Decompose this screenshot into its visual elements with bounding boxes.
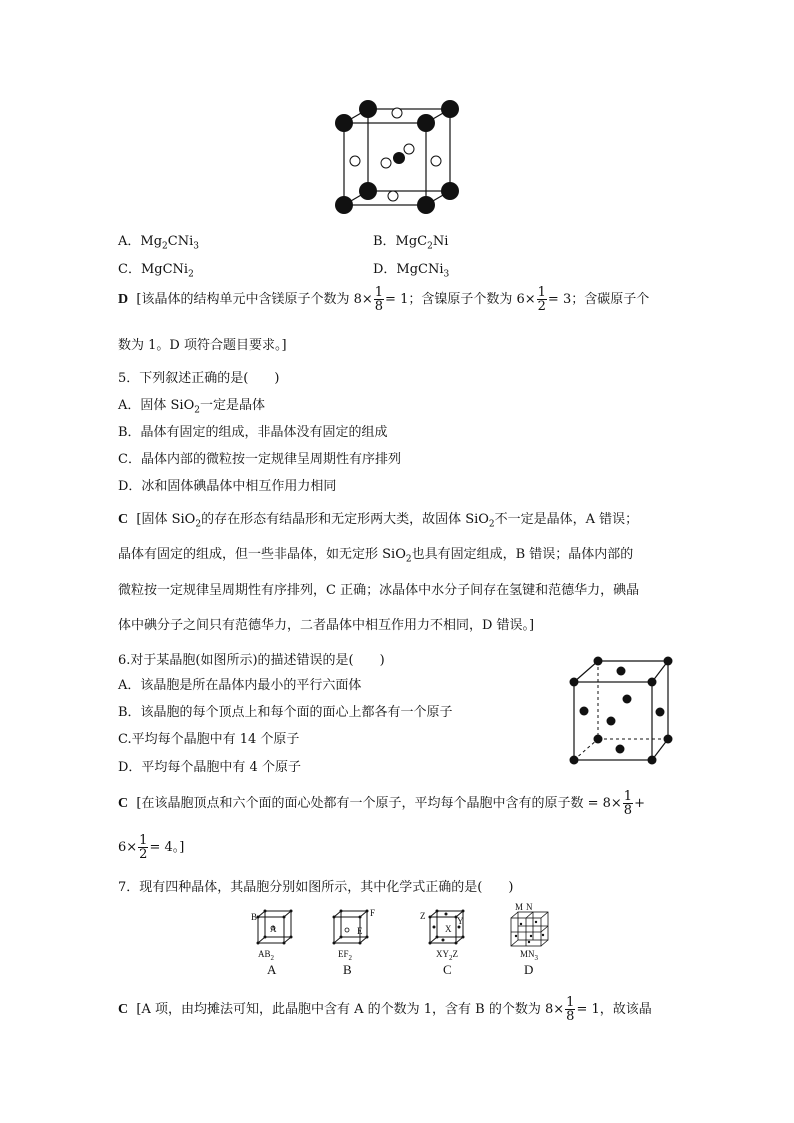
q6-explanation-line2: 6× $\frac{1}{2}$ = 4。] [118, 833, 185, 862]
q7-explanation-line1: C [A 项，由均摊法可知，此晶胞中含有 A 的个数为 1，含有 B 的个数为 8× $\frac{1}{8}$ = 1，故该晶 [118, 995, 652, 1024]
crystal-cell-figure-q6 [565, 655, 675, 765]
q7-figb-label-f: F [370, 908, 376, 918]
q4-explanation-line2: 数为 1。D 项符合题目要求。] [118, 338, 287, 353]
q4-option-d: D．MgCNi$_3$ [373, 262, 450, 280]
q7-stem: 7．现有四种晶体，其晶胞分别如图所示，其中化学式正确的是( ) [118, 880, 514, 895]
q4-explanation-line1: D [该晶体的结构单元中含镁原子个数为 8× $\frac{1}{8}$ = 1；含镍原子个数为 6× $\frac{1}{2}$ = 3；含碳原子个 [118, 285, 650, 314]
q6-option-c: C.平均每个晶胞中有 14 个原子 [118, 732, 300, 747]
q5-option-d: D．冰和固体碘晶体中相互作用力相同 [118, 479, 337, 494]
q7-figc-letter: C [443, 962, 452, 977]
q7-figc-label-y: Y [457, 916, 464, 926]
crystal-cell-figure-q4 [330, 96, 465, 221]
answer-letter: C [118, 1002, 129, 1017]
answer-letter: D [118, 292, 129, 307]
q5-option-a: A．固体 SiO$_2$一定是晶体 [118, 398, 265, 416]
q7-figd-label-n: N [526, 902, 533, 912]
q7-figb-letter: B [343, 962, 352, 977]
q5-option-c: C．晶体内部的微粒按一定规律呈周期性有序排列 [118, 452, 401, 467]
q5-stem: 5．下列叙述正确的是( ) [118, 371, 280, 386]
q7-figc-formula: $XY_2Z$ [436, 949, 458, 962]
answer-letter: C [118, 796, 129, 811]
q4-option-b: B．MgC$_2$Ni [373, 234, 449, 252]
q7-figd-formula: $MN_3$ [520, 949, 539, 962]
q5-explanation-line3: 微粒按一定规律呈周期性有序排列，C 正确；冰晶体中水分子间存在氢键和范德华力，碘晶 [118, 583, 640, 598]
q7-figure-b [326, 906, 376, 948]
q6-option-d: D．平均每个晶胞中有 4 个原子 [118, 760, 301, 775]
q7-figa-formula: $AB_2$ [258, 949, 275, 962]
q7-figb-label-e: E [357, 926, 363, 936]
q7-figa-label-a: A [270, 924, 277, 934]
q6-explanation-line1: C [在该晶胞顶点和六个面的面心处都有一个原子，平均每个晶胞中含有的原子数 = 8× $\frac{1}{8}$ + [118, 789, 645, 818]
answer-letter: C [118, 512, 129, 527]
q5-option-b: B．晶体有固定的组成，非晶体没有固定的组成 [118, 425, 388, 440]
q7-figc-label-z: Z [420, 911, 426, 921]
q6-option-a: A．该晶胞是所在晶体内最小的平行六面体 [118, 678, 362, 693]
q7-figb-formula: $EF_2$ [338, 949, 353, 962]
q7-figd-letter: D [524, 962, 534, 977]
q7-figc-label-x: X [445, 924, 452, 934]
q7-figa-label-b: B [251, 912, 258, 922]
q7-figd-label-m: M [515, 902, 524, 912]
q6-option-b: B．该晶胞的每个顶点上和每个面的面心上都各有一个原子 [118, 705, 453, 720]
q4-option-a: A．$Mg_2CNi_3$ [118, 234, 199, 252]
q5-explanation-line1: C [固体 SiO$_2$的存在形态有结晶形和无定形两大类，故固体 SiO$_2$不一定是晶体，A 错误； [118, 512, 639, 530]
q7-figure-d [507, 908, 553, 950]
q5-explanation-line4: 体中碘分子之间只有范德华力，二者晶体中相互作用力不相同，D 错误。] [118, 618, 535, 633]
q7-figa-letter: A [267, 962, 277, 977]
q6-stem: 6.对于某晶胞(如图所示)的描述错误的是( ) [118, 653, 385, 668]
q4-option-c: C．MgCNi$_2$ [118, 262, 194, 280]
q5-explanation-line2: 晶体有固定的组成，但一些非晶体，如无定形 SiO$_2$也具有固定组成，B 错误；晶体内部的 [118, 547, 634, 565]
